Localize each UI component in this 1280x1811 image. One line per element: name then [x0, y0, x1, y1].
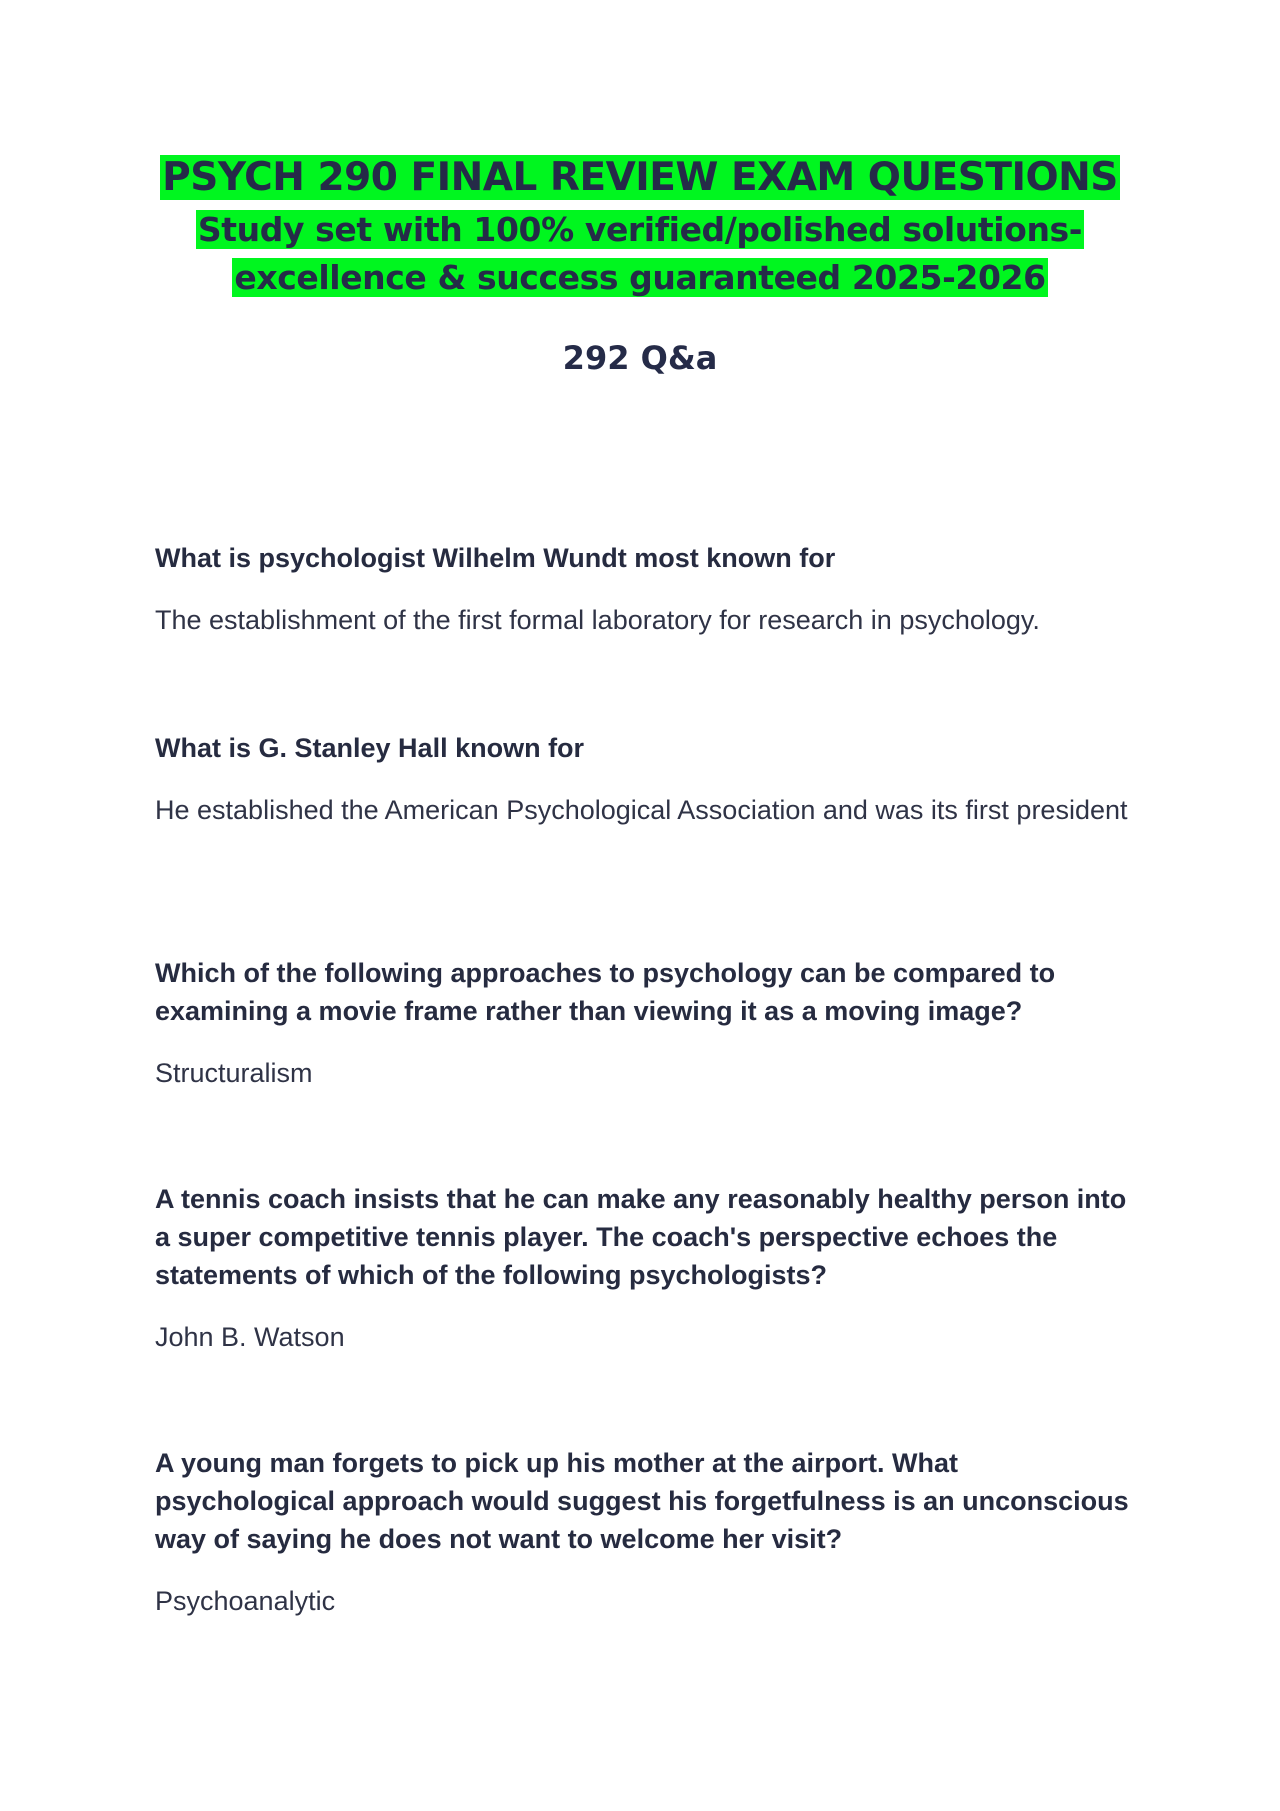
document-header: [0, 150, 1280, 302]
qa-item-2: [155, 729, 1135, 829]
document-subtitle-2: excellence & success guaranteed 2025-2026: [234, 258, 1046, 297]
subtitle-line-2: [0, 254, 1280, 302]
document-title: PSYCH 290 FINAL REVIEW EXAM QUESTIONS: [162, 155, 1118, 200]
title-line: [0, 150, 1280, 206]
answer-text: Psychoanalytic: [155, 1586, 336, 1616]
answer-text: He established the American Psychological Association and was its first president: [155, 795, 1128, 825]
document-subtitle-1: Study set with 100% verified/polished solutions-: [197, 210, 1083, 249]
question-text: Which of the following approaches to psychology can be compared to examining a movie frame rather than viewing it as a moving image?: [155, 958, 1056, 1026]
question-text: What is psychologist Wilhelm Wundt most known for: [155, 543, 836, 573]
subtitle-line-1: [0, 206, 1280, 254]
qa-item-4: [155, 1180, 1135, 1356]
question-text: A young man forgets to pick up his mother at the airport. What psychological approach would suggest his forgetfulness is an unconscious way of saying he does not want to welcome her visit?: [155, 1448, 1129, 1554]
qa-item-5: [155, 1444, 1135, 1620]
answer-text: John B. Watson: [155, 1322, 345, 1352]
qa-item-3: [155, 954, 1135, 1092]
question-count: 292 Q&a: [562, 339, 718, 377]
answer-text: The establishment of the first formal laboratory for research in psychology.: [155, 605, 1040, 635]
question-text: A tennis coach insists that he can make any reasonably healthy person into a super competitive tennis player. The coach's perspective echoes the statements of which of the following psychologists?: [155, 1184, 1127, 1290]
answer-text: Structuralism: [155, 1058, 313, 1088]
qa-item-1: [155, 539, 1135, 639]
question-text: What is G. Stanley Hall known for: [155, 733, 585, 763]
